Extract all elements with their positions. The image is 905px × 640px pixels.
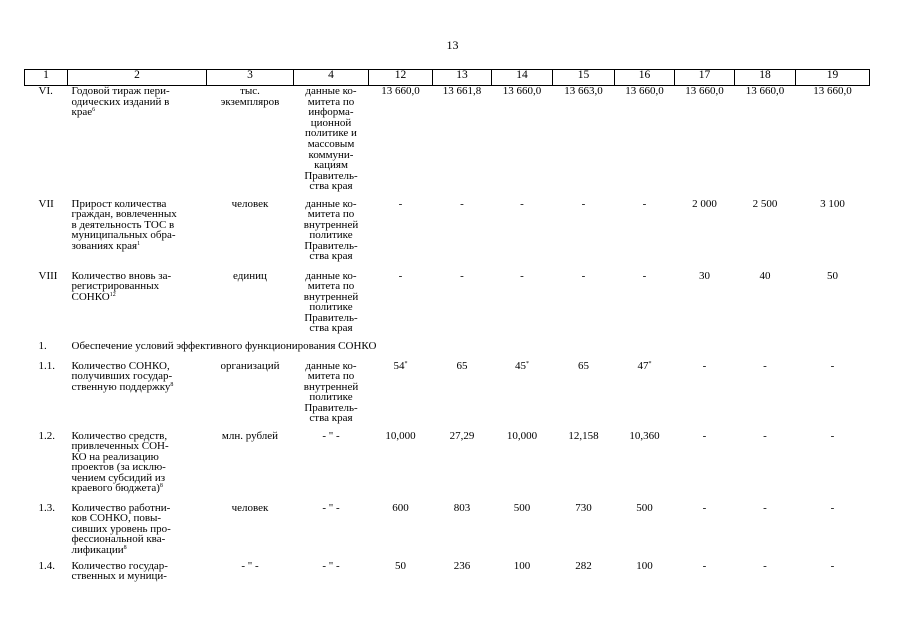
indicator-name: Количество СОНКО, получивших государ- ственную поддержку$^8$	[71, 359, 174, 393]
column-header: 18	[735, 70, 796, 86]
value-cell: -	[581, 269, 586, 282]
unit-cell: тыс. экземпляров	[220, 85, 280, 108]
table-row	[25, 271, 870, 341]
column-header: 19	[796, 70, 870, 86]
source-cell: данные ко- митета по информа- ционной политике и массовым коммуни- кациям Правитель- ства края	[304, 85, 358, 193]
value-cell: -	[763, 429, 767, 442]
value-cell: -	[460, 197, 464, 210]
table-row	[25, 86, 870, 199]
row-number: 1.4.	[38, 559, 55, 572]
value-cell: 13 660,0	[502, 85, 542, 97]
value-cell: 10,360	[629, 429, 660, 442]
footnote-mark: *	[404, 360, 408, 367]
value-cell: -	[830, 429, 835, 442]
column-header: 1	[25, 70, 68, 86]
value-cell: 500	[513, 501, 531, 514]
table-row	[25, 561, 870, 601]
value-cell: 13 660,0	[381, 85, 420, 97]
value-cell: 27,29	[449, 429, 475, 442]
value-cell: -	[702, 501, 707, 514]
value-cell: 100	[513, 559, 531, 572]
value-cell: 10,000	[506, 429, 538, 442]
value-cell: 803	[453, 501, 471, 514]
value-cell: -	[763, 501, 767, 514]
value-cell: 50	[395, 559, 406, 572]
unit-cell: единиц	[233, 269, 267, 282]
column-header: 14	[492, 70, 553, 86]
table-row	[25, 503, 870, 561]
column-header: 13	[433, 70, 492, 86]
value-cell: -	[642, 197, 647, 210]
indicator-name: Количество работни- ков СОНКО, повы- сивших уровень про- фессиональной ква- лификации$^8$	[71, 501, 171, 556]
value-cell: -	[642, 269, 647, 282]
page-number: 13	[446, 38, 459, 52]
section-row	[25, 341, 870, 361]
value-cell: 600	[392, 501, 409, 514]
column-header: 15	[553, 70, 615, 86]
source-cell: данные ко- митета по внутренней политике Правитель- ства края	[303, 197, 359, 263]
value-cell: 13 660,0	[625, 85, 664, 97]
value-cell: -	[830, 359, 835, 372]
value-cell: 730	[575, 501, 592, 514]
column-header: 12	[369, 70, 433, 86]
value-cell: 45*	[515, 359, 529, 372]
value-cell: 500	[636, 501, 653, 514]
source-cell: - " -	[322, 559, 340, 572]
footnote-mark: 8	[170, 381, 174, 388]
value-cell: 100	[636, 559, 653, 572]
value-cell: -	[763, 559, 767, 572]
row-number: 1.3.	[38, 501, 55, 514]
value-cell: 54*	[393, 359, 408, 372]
value-cell: 47*	[637, 359, 652, 372]
source-cell: данные ко- митета по внутренней политике Правитель- ства края	[303, 269, 359, 335]
header-row	[25, 70, 870, 86]
source-cell: данные ко- митета по внутренней политике Правитель- ства края	[303, 359, 359, 425]
value-cell: 282	[575, 559, 592, 572]
value-cell: 40	[759, 269, 771, 282]
value-cell: 13 660,0	[813, 85, 852, 97]
indicators-table	[24, 69, 870, 601]
unit-cell: человек	[231, 197, 269, 210]
value-cell: -	[830, 501, 835, 514]
value-cell: 65	[578, 359, 589, 372]
value-cell: -	[702, 359, 707, 372]
footnote-mark: 8	[123, 544, 127, 551]
value-cell: 13 663,0	[564, 85, 603, 97]
value-cell: -	[520, 197, 524, 210]
indicator-name: Количество государ- ственных и муници-	[71, 559, 168, 583]
unit-cell: организаций	[220, 359, 280, 372]
value-cell: -	[830, 559, 835, 572]
value-cell: 2 000	[692, 197, 717, 210]
value-cell: 12,158	[568, 429, 599, 442]
value-cell: 2 500	[752, 197, 778, 210]
table-row	[25, 431, 870, 503]
unit-cell: млн. рублей	[221, 429, 279, 442]
row-number: 1.1.	[38, 359, 55, 372]
footnote-mark: 12	[109, 291, 116, 298]
source-cell: - " -	[322, 429, 340, 442]
value-cell: -	[763, 359, 767, 372]
section-number: 1.	[38, 339, 47, 352]
value-cell: -	[520, 269, 524, 282]
table-row	[25, 361, 870, 431]
value-cell: -	[702, 559, 707, 572]
value-cell: -	[581, 197, 586, 210]
value-cell: 50	[827, 269, 838, 282]
value-cell: 13 660,0	[685, 85, 724, 97]
value-cell: 13 660,0	[745, 85, 785, 97]
footnote-mark: 6	[92, 107, 96, 114]
indicator-name: Прирост количества граждан, вовлеченных в деятельность ТОС в муниципальных обра- зованиях края$^1$	[71, 197, 177, 252]
row-number: VIII	[38, 269, 58, 282]
table-row	[25, 199, 870, 271]
row-number: VI.	[38, 85, 53, 97]
row-number: 1.2.	[38, 429, 55, 442]
value-cell: -	[460, 269, 464, 282]
indicator-name: Количество средств, привлеченных СОН- КО на реализацию проектов (за исклю- чением субсидий из краевого бюджета)$^8$	[71, 429, 169, 495]
source-cell: - " -	[322, 501, 340, 514]
column-header: 16	[615, 70, 675, 86]
column-header: 4	[294, 70, 369, 86]
indicator-name: Годовой тираж пери- одических изданий в крае$^6$	[71, 85, 170, 119]
row-number: VII	[38, 197, 54, 210]
value-cell: 65	[456, 359, 468, 372]
value-cell: -	[398, 197, 403, 210]
value-cell: 30	[699, 269, 710, 282]
value-cell: -	[702, 429, 707, 442]
footnote-mark: *	[526, 360, 529, 367]
value-cell: 236	[453, 559, 471, 572]
column-header: 17	[675, 70, 735, 86]
value-cell: 13 661,8	[442, 85, 482, 97]
unit-cell: человек	[231, 501, 269, 514]
column-header: 3	[207, 70, 294, 86]
value-cell: 10,000	[385, 429, 416, 442]
value-cell: 3 100	[820, 197, 845, 210]
footnote-mark: 8	[159, 483, 163, 490]
unit-cell: - " -	[241, 559, 259, 572]
column-header: 2	[68, 70, 207, 86]
section-title: Обеспечение условий эффективного функционирования СОНКО	[71, 339, 377, 352]
footnote-mark: *	[648, 360, 652, 367]
value-cell: -	[398, 269, 403, 282]
footnote-mark: 1	[137, 240, 141, 247]
indicator-name: Количество вновь за- регистрированных СОНКО$^{12}$	[71, 269, 172, 303]
